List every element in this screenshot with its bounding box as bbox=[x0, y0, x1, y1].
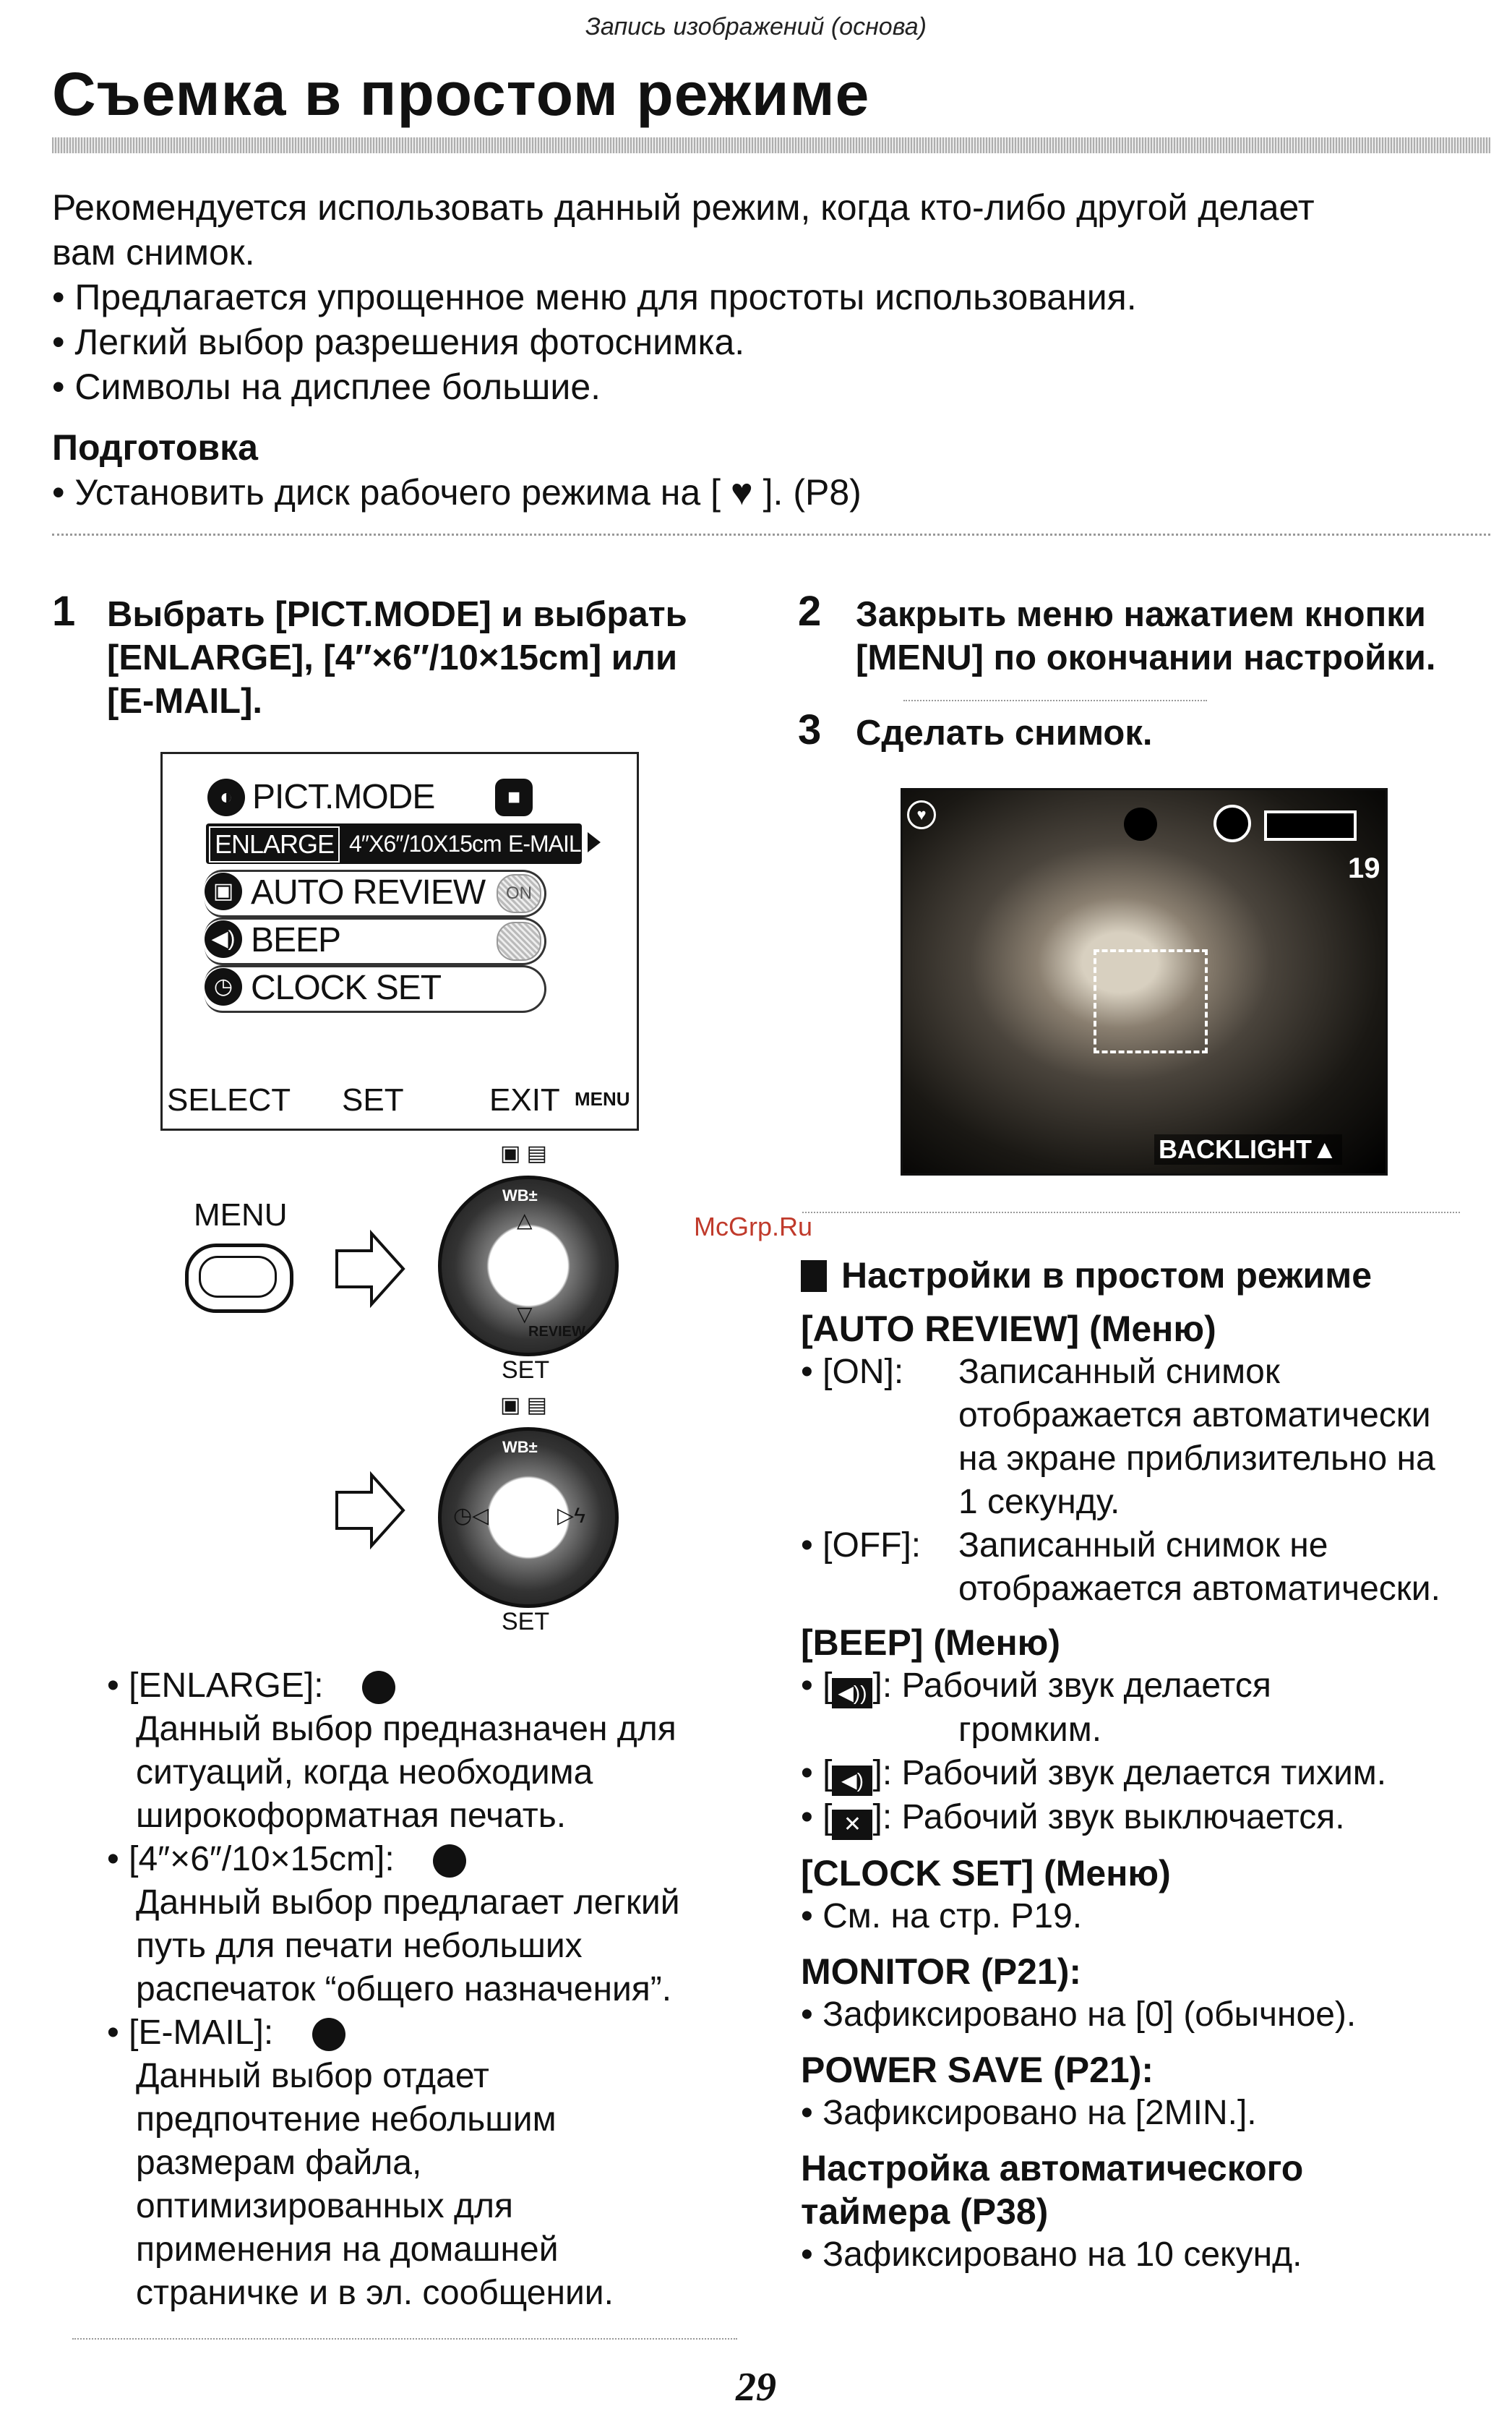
footer-menu: MENU bbox=[575, 1088, 630, 1110]
af-frame bbox=[1094, 949, 1208, 1053]
menu-label: MENU bbox=[194, 1197, 288, 1233]
arrow-right-icon bbox=[334, 1229, 406, 1309]
desc-line: Записанный снимок bbox=[958, 1353, 1280, 1391]
desc-line: 1 секунду. bbox=[958, 1483, 1120, 1521]
email-key-text: [E-MAIL]: bbox=[129, 2014, 274, 2052]
desc-line: оптимизированных для bbox=[136, 2187, 514, 2225]
section-divider bbox=[52, 534, 1490, 536]
size-key bbox=[107, 1838, 757, 1881]
clock-bullet: • См. на стр. P19. bbox=[801, 1895, 1495, 1938]
frames-remaining: 19 bbox=[1348, 852, 1380, 884]
prep-text-after: ]. (P8) bbox=[763, 472, 862, 513]
header-caption: Запись изображений (основа) bbox=[585, 13, 927, 40]
focus-dot-icon bbox=[1124, 808, 1157, 841]
enlarge-key-text: [ENLARGE]: bbox=[129, 1666, 324, 1705]
step-1-line: Выбрать [PICT.MODE] и выбрать bbox=[107, 595, 687, 634]
step-2-line: [MENU] по окончании настройки. bbox=[856, 638, 1436, 677]
desc-line: размерам файла, bbox=[136, 2144, 422, 2182]
beep-quiet: • [ ◀) ]: Рабочий звук делается тихим. bbox=[801, 1752, 1495, 1796]
power-save-heading: POWER SAVE (P21): bbox=[801, 2050, 1154, 2090]
speaker-quiet-icon: ◀) bbox=[832, 1766, 872, 1796]
desc-line: путь для печати небольших bbox=[136, 1927, 583, 1965]
prep-text-before: Установить диск рабочего режима на [ bbox=[74, 472, 721, 513]
step-2-text bbox=[856, 593, 1492, 680]
power-save-bullet: • Зафиксировано на [2MIN.]. bbox=[801, 2092, 1495, 2135]
timer-bullet: • Зафиксировано на 10 секунд. bbox=[801, 2233, 1495, 2277]
desc-line: Записанный снимок не bbox=[958, 1526, 1328, 1565]
size-key-text: [4″×6″/10×15cm]: bbox=[129, 1840, 395, 1878]
on-key: • [ON]: bbox=[801, 1353, 903, 1391]
email-desc bbox=[107, 2055, 757, 2315]
off-desc bbox=[958, 1524, 1440, 1611]
triangle-up-icon[interactable]: △ bbox=[517, 1209, 533, 1231]
beep-heading: [BEEP] (Меню) bbox=[801, 1622, 1061, 1663]
timer-heading bbox=[801, 2147, 1495, 2233]
volume-icon bbox=[497, 922, 541, 961]
cursor-dial-up-down[interactable] bbox=[438, 1176, 619, 1356]
triangle-down-icon[interactable]: ▽ bbox=[517, 1303, 533, 1325]
auto-review-on bbox=[801, 1351, 1495, 1521]
battery-icon bbox=[1264, 810, 1357, 841]
review-icon: ▣ bbox=[205, 873, 242, 910]
menu-item-label: BEEP bbox=[251, 921, 341, 959]
page-number: 29 bbox=[736, 2365, 776, 2410]
intro-bullet: • Предлагается упрощенное меню для простоты использования. bbox=[52, 275, 1469, 320]
easy-settings-heading-text: Настройки в простом режиме bbox=[841, 1255, 1373, 1296]
step-1-line: [E-MAIL]. bbox=[107, 682, 262, 721]
speaker-mute-icon: ✕ bbox=[832, 1810, 872, 1840]
arrow-right-icon bbox=[334, 1471, 406, 1550]
desc-line: страничке и в эл. сообщении. bbox=[136, 2274, 614, 2312]
monitor-heading: MONITOR (P21): bbox=[801, 1951, 1081, 1992]
step-3-text: Сделать снимок. bbox=[856, 714, 1153, 753]
intro-bullet: • Легкий выбор разрешения фотоснимка. bbox=[52, 320, 1469, 364]
bottom-divider bbox=[72, 2338, 737, 2340]
speaker-loud-icon: ◀)) bbox=[832, 1678, 872, 1708]
beep-loud: • [ ◀)) ]: Рабочий звук делается bbox=[801, 1664, 1495, 1708]
desc-line: предпочтение небольшим bbox=[136, 2100, 557, 2139]
speaker-icon: ◀) bbox=[205, 920, 242, 958]
timer-heading-line: Настройка автоматического bbox=[801, 2148, 1304, 2188]
desc-line: распечаток “общего назначения”. bbox=[136, 1970, 672, 2008]
option-email[interactable]: E-MAIL bbox=[508, 831, 581, 857]
heart-icon: ♥ bbox=[730, 471, 753, 513]
email-size-icon bbox=[312, 2018, 345, 2051]
enlarge-desc bbox=[107, 1708, 757, 1838]
option-enlarge[interactable]: ENLARGE bbox=[209, 826, 340, 863]
intro-line: Рекомендуется использовать данный режим, когда кто-либо другой делает bbox=[52, 187, 1315, 228]
simple-mode-icon: ♥ bbox=[907, 800, 936, 829]
viewfinder-preview bbox=[901, 788, 1388, 1176]
desc-line: на экране приблизительно на bbox=[958, 1439, 1435, 1478]
lcd-menu-screen bbox=[160, 752, 639, 1131]
set-label: SET bbox=[502, 1608, 550, 1635]
email-key bbox=[107, 2011, 757, 2055]
page-title: Съемка в простом режиме bbox=[52, 60, 870, 128]
desc-line: применения на домашней bbox=[136, 2230, 559, 2269]
step-1-text bbox=[107, 593, 757, 723]
auto-review-heading: [AUTO REVIEW] (Меню) bbox=[801, 1309, 1216, 1349]
toggle-on-icon: ON bbox=[497, 874, 541, 913]
title-divider bbox=[52, 137, 1490, 153]
enlarge-icon bbox=[362, 1671, 395, 1704]
flash-exposure-icon: ▣ ▤ bbox=[500, 1393, 548, 1417]
auto-review-off bbox=[801, 1524, 1495, 1608]
pict-mode-options-bar bbox=[206, 823, 582, 864]
on-desc bbox=[958, 1351, 1435, 1524]
flash-exposure-icon: ▣ ▤ bbox=[500, 1142, 548, 1165]
footer-select: SELECT bbox=[167, 1082, 291, 1118]
desc-line: отображается автоматически bbox=[958, 1396, 1431, 1434]
clock-heading: [CLOCK SET] (Меню) bbox=[801, 1853, 1171, 1893]
beep-loud-text: ]: Рабочий звук делается bbox=[872, 1666, 1271, 1705]
intro-block bbox=[52, 185, 1469, 515]
dial-wb-label: WB± bbox=[502, 1186, 538, 1204]
backlight-label: BACKLIGHT▲ bbox=[1154, 1134, 1342, 1165]
watermark: McGrp.Ru bbox=[694, 1212, 813, 1241]
desc-line: Данный выбор предназначен для bbox=[136, 1710, 676, 1748]
beep-off-text: ]: Рабочий звук выключается. bbox=[872, 1798, 1345, 1836]
easy-settings-heading bbox=[801, 1254, 1495, 1297]
enlarge-key bbox=[107, 1664, 757, 1708]
intro-bullet: • Символы на дисплее большие. bbox=[52, 364, 1469, 409]
prep-bullet bbox=[52, 470, 1469, 515]
desc-line: Данный выбор предлагает легкий bbox=[136, 1883, 680, 1922]
enlarge-mode-icon: ■ bbox=[495, 779, 533, 816]
step-1-line: [ENLARGE], [4″×6″/10×15cm] или bbox=[107, 638, 678, 677]
triangle-right-icon bbox=[588, 832, 601, 852]
option-size[interactable]: 4″X6″/10X15cm bbox=[349, 831, 502, 857]
standard-size-icon bbox=[433, 1844, 466, 1878]
square-bullet-icon bbox=[801, 1260, 827, 1292]
desc-line: Данный выбор отдает bbox=[136, 2057, 489, 2095]
step-2-number: 2 bbox=[798, 588, 822, 635]
menu-item-label: CLOCK SET bbox=[251, 969, 442, 1007]
picture-size-icon bbox=[1214, 805, 1251, 842]
beep-quiet-text: ]: Рабочий звук делается тихим. bbox=[872, 1754, 1387, 1792]
step-2-line: Закрыть меню нажатием кнопки bbox=[856, 595, 1426, 634]
size-desc bbox=[107, 1881, 757, 2011]
dial-review-label: REVIEW bbox=[528, 1324, 585, 1340]
monitor-bullet: • Зафиксировано на [0] (обычное). bbox=[801, 1993, 1495, 2037]
step-divider bbox=[903, 700, 1207, 701]
dial-wb-label: WB± bbox=[502, 1438, 538, 1456]
self-timer-left-icon[interactable]: ◷◁ bbox=[453, 1504, 489, 1528]
beep-off: • [ ✕ ]: Рабочий звук выключается. bbox=[801, 1796, 1495, 1840]
clock-icon: ◷ bbox=[205, 968, 242, 1006]
set-label: SET bbox=[502, 1356, 550, 1384]
off-key: • [OFF]: bbox=[801, 1526, 921, 1565]
step-1-number: 1 bbox=[52, 588, 76, 635]
flash-right-icon[interactable]: ▷ϟ bbox=[557, 1504, 585, 1528]
menu-item-label: AUTO REVIEW bbox=[251, 873, 486, 912]
footer-set: SET bbox=[342, 1082, 404, 1118]
intro-line: вам снимок. bbox=[52, 232, 255, 273]
cursor-dial-left-right[interactable] bbox=[438, 1427, 619, 1608]
pict-mode-icon: ◐ bbox=[207, 779, 245, 816]
pict-mode-title: PICT.MODE bbox=[252, 778, 435, 816]
right-divider bbox=[802, 1212, 1460, 1213]
desc-line: ситуаций, когда необходима bbox=[136, 1753, 593, 1792]
options-description bbox=[107, 1664, 757, 2315]
prep-heading: Подготовка bbox=[52, 427, 258, 468]
desc-line: широкоформатная печать. bbox=[136, 1797, 567, 1835]
desc-line: отображается автоматически. bbox=[958, 1570, 1440, 1608]
step-3-number: 3 bbox=[798, 706, 822, 753]
menu-button[interactable] bbox=[185, 1244, 293, 1313]
easy-settings bbox=[801, 1254, 1495, 2277]
footer-exit: EXIT bbox=[489, 1082, 560, 1118]
beep-loud-cont: громким. bbox=[958, 1711, 1102, 1749]
timer-heading-line: таймера (P38) bbox=[801, 2191, 1049, 2232]
menu-button-inner bbox=[199, 1256, 277, 1298]
